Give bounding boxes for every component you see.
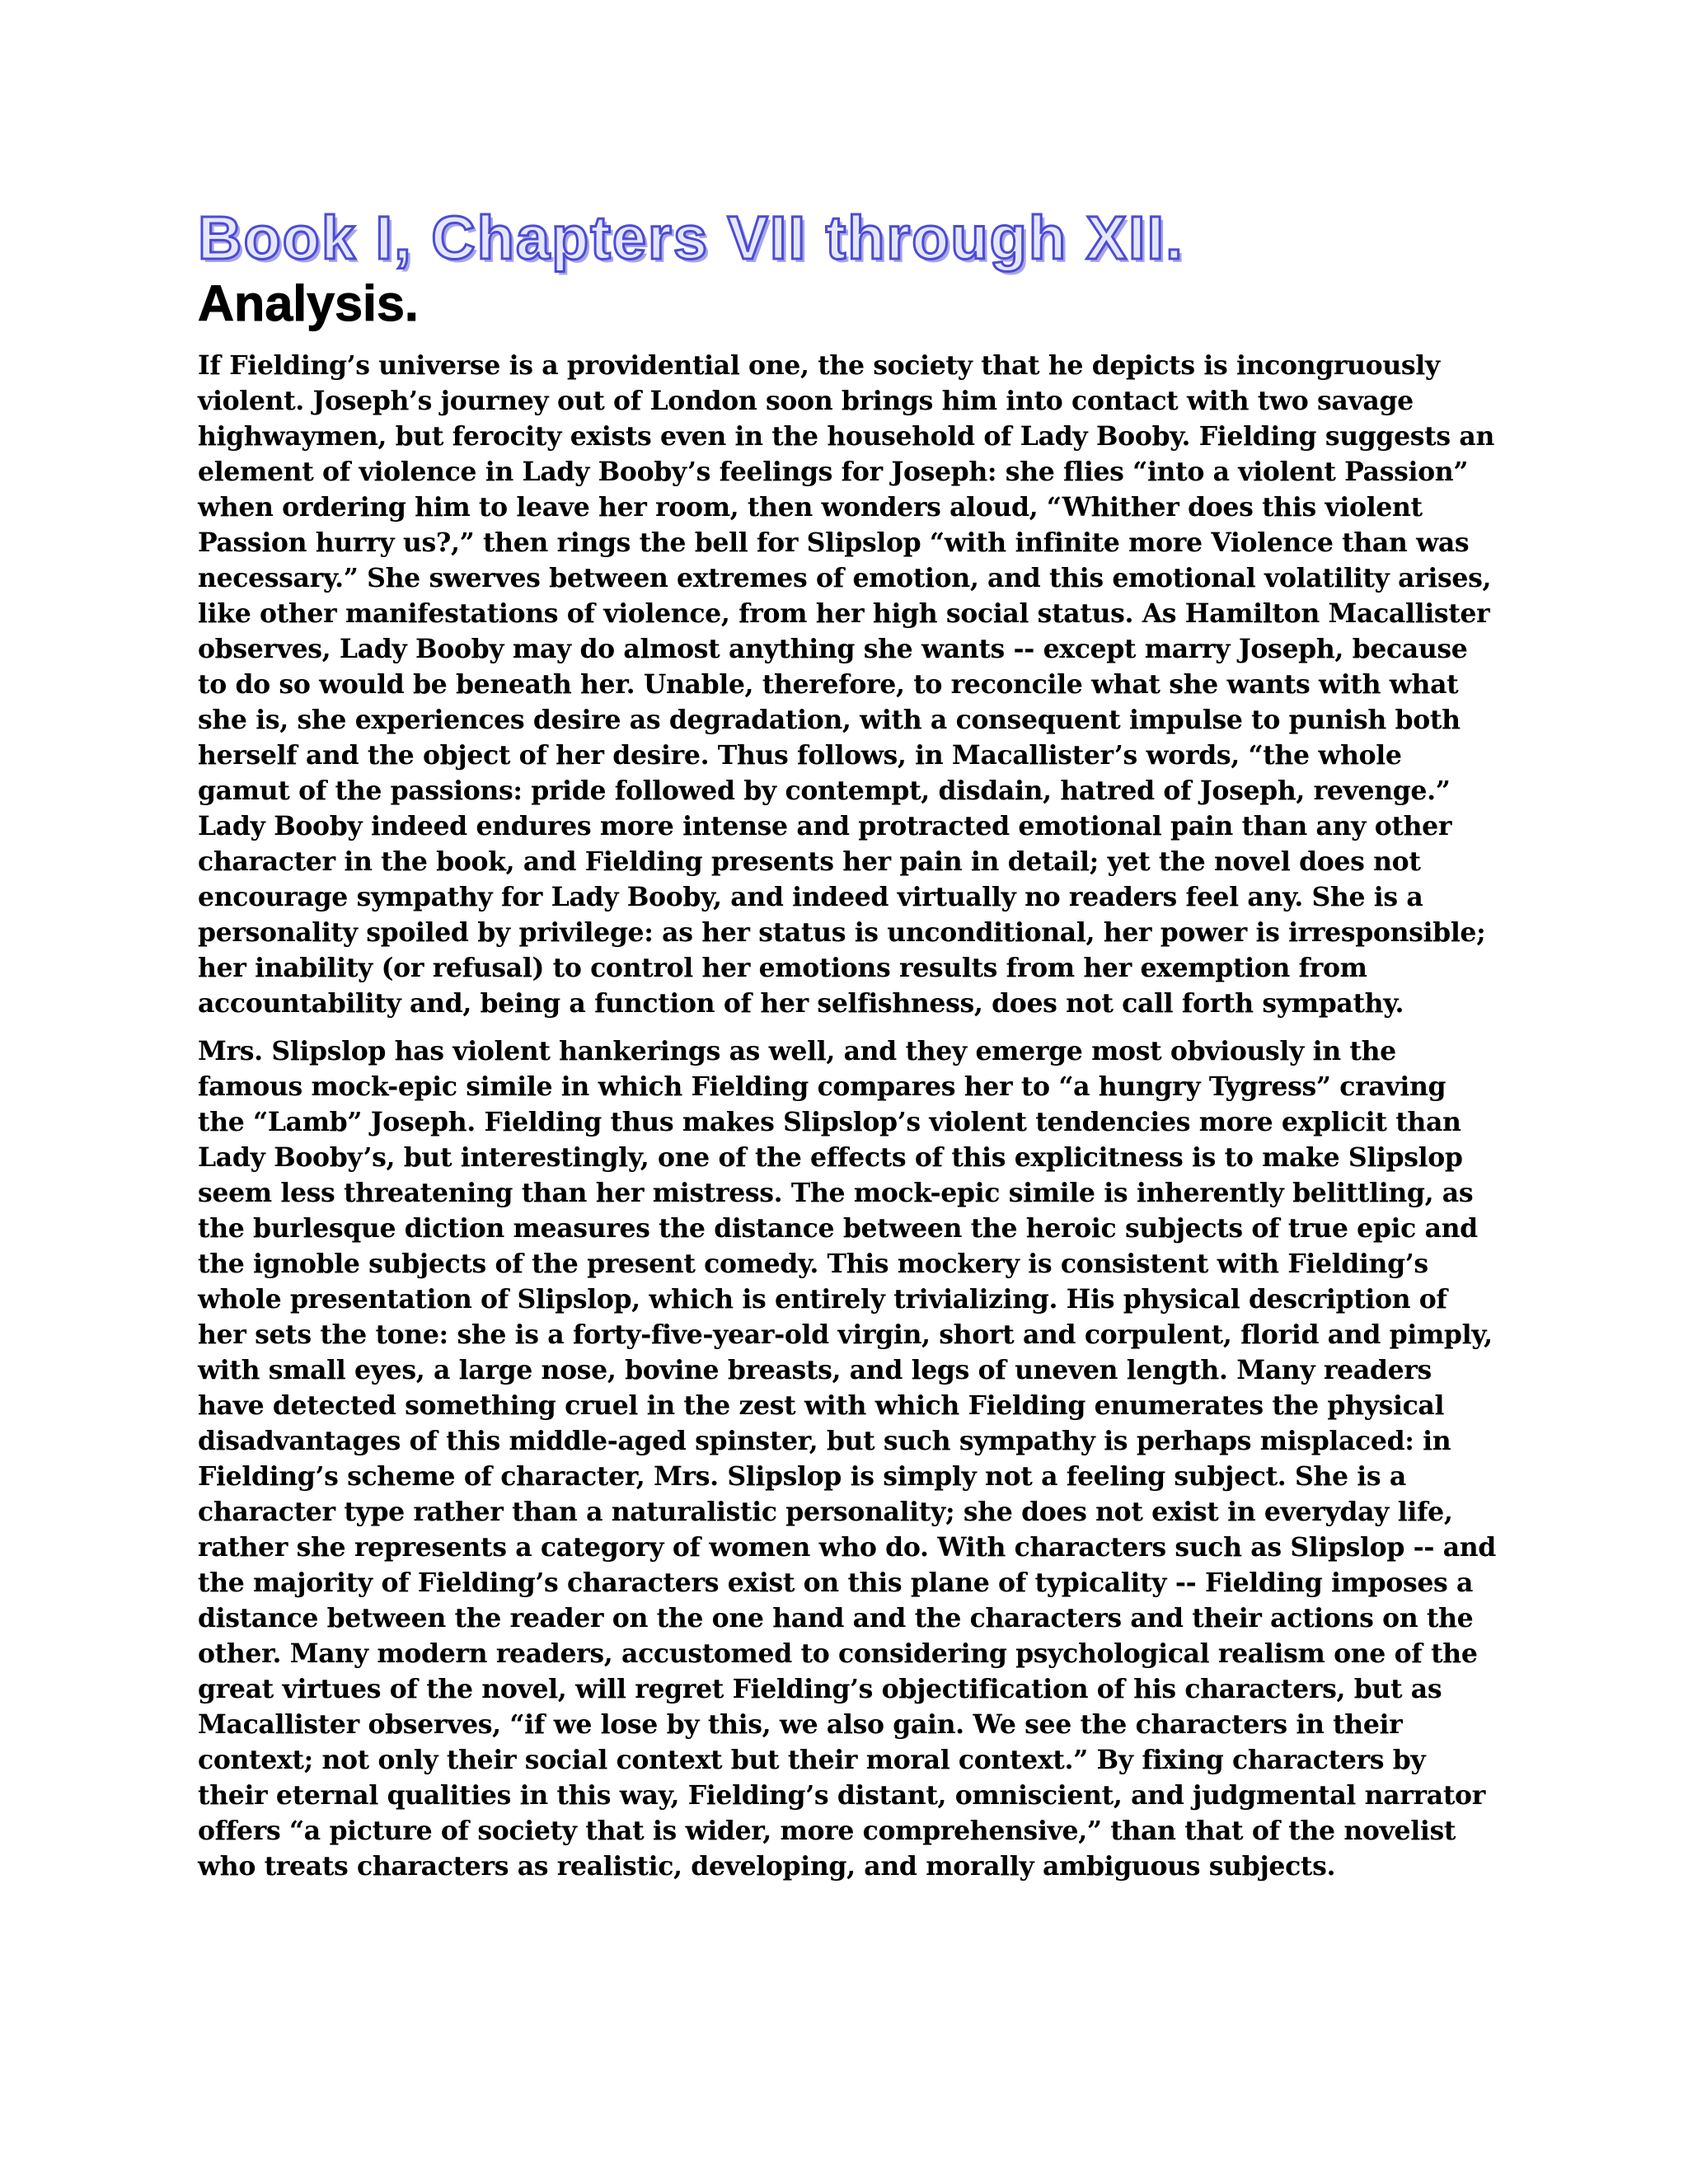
document-page xyxy=(198,204,1498,1884)
section-heading: Analysis. xyxy=(198,275,419,331)
paragraph-lady-booby: If Fielding’s universe is a providential one, the society that he depicts is incongruously violent. Joseph’s journey out of London soon brings him into contact with two savage highwaymen, but ferocity exists even in the household of Lady Booby. Fielding suggests an element of violence in Lady Booby’s feelings for Joseph: she flies “into a violent Passion” when ordering him to leave her room, then wonders aloud, “Whither does this violent Passion hurry us?,” then rings the bell for Slipslop “with infinite more Violence than was necessary.” She swerves between extremes of emotion, and this emotional volatility arises, like other manifestations of violence, from her high social status. As Hamilton Macallister observes, Lady Booby may do almost anything she wants -- except marry Joseph, because to do so would be beneath her. Unable, therefore, to reconcile what she wants with what she is, she experiences desire as degradation, with a consequent impulse to punish both herself and the object of her desire. Thus follows, in Macallister’s words, “the whole gamut of the passions: pride followed by contempt, disdain, hatred of Joseph, revenge.” Lady Booby indeed endures more intense and protracted emotional pain than any other character in the book, and Fielding presents her pain in detail; yet the novel does not encourage sympathy for Lady Booby, and indeed virtually no readers feel any. She is a personality spoiled by privilege: as her status is unconditional, her power is irresponsible; her inability (or refusal) to control her emotions results from her exemption from accountability and, being a function of her selfishness, does not call forth sympathy. xyxy=(198,349,1494,1019)
paragraph-mrs-slipslop: Mrs. Slipslop has violent hankerings as well, and they emerge most obviously in the famous mock-epic simile in which Fielding compares her to “a hungry Tygress” craving the “Lamb” Joseph. Fielding thus makes Slipslop’s violent tendencies more explicit than Lady Booby’s, but interestingly, one of the effects of this explicitness is to make Slipslop seem less threatening than her mistress. The mock-epic simile is inherently belittling, as the burlesque diction measures the distance between the heroic subjects of true epic and the ignoble subjects of the present comedy. This mockery is consistent with Fielding’s whole presentation of Slipslop, which is entirely trivializing. His physical description of her sets the tone: she is a forty-five-year-old virgin, short and corpulent, florid and pimply, with small eyes, a large nose, bovine breasts, and legs of uneven length. Many readers have detected something cruel in the zest with which Fielding enumerates the physical disadvantages of this middle-aged spinster, but such sympathy is perhaps misplaced: in Fielding’s scheme of character, Mrs. Slipslop is simply not a feeling subject. She is a character type rather than a naturalistic personality; she does not exist in everyday life, rather she represents a category of women who do. With characters such as Slipslop -- and the majority of Fielding’s characters exist on this plane of typicality -- Fielding imposes a distance between the reader on the one hand and the characters and their actions on the other. Many modern readers, accustomed to considering psychological realism one of the great virtues of the novel, will regret Fielding’s objectification of his characters, but as Macallister observes, “if we lose by this, we also gain. We see the characters in their context; not only their social context but their moral context.” By fixing characters by their eternal qualities in this way, Fielding’s distant, omniscient, and judgmental narrator offers “a picture of society that is wider, more comprehensive,” than that of the novelist who treats characters as realistic, developing, and morally ambiguous subjects. xyxy=(198,1035,1496,1882)
body-text xyxy=(198,348,1498,1884)
document-title: Book I, Chapters VII through XII. xyxy=(198,204,1184,272)
